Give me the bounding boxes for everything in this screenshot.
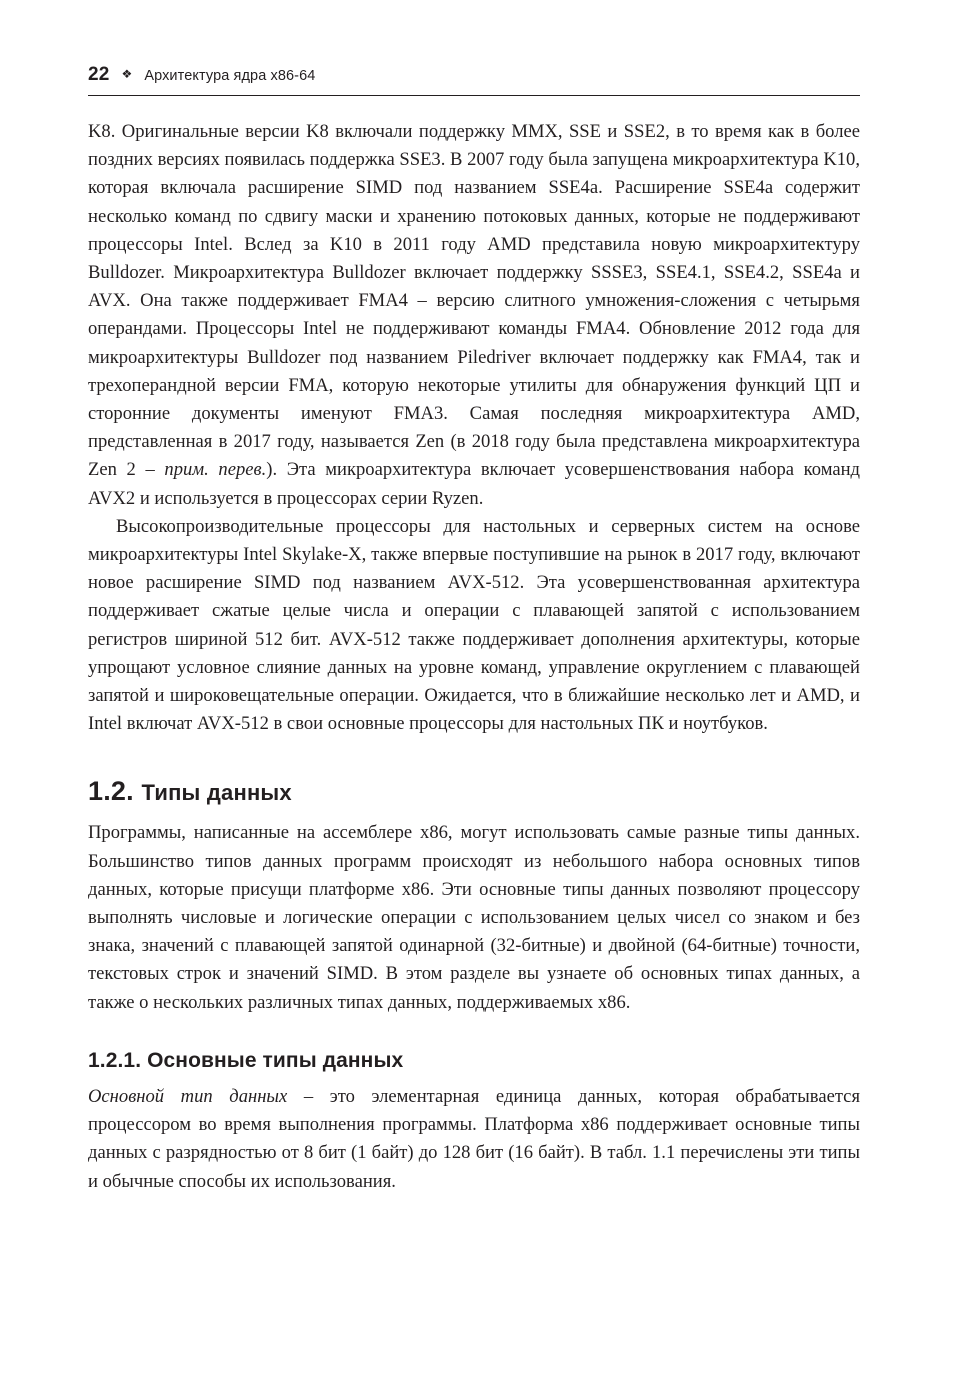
paragraph-1-tail: ). Эта микроархитектура включает усовершенствования набора команд AVX2 и используется в процессорах серии Ryzen. xyxy=(88,459,861,509)
paragraph-3: Программы, написанные на ассемблере x86, могут использовать самые разные типы данных. Большинство типов данных программ происходят из небольшого набора основных типов данных, которые присущи платформе x86. Эти основные типы данных позволяют процессору выполнять числовые и логические операции с использованием целых чисел со знаком и без знака, значений с плавающей запятой одинарной (32-битные) и двойной (64-битные) точности, текстовых строк и значений SIMD. В этом разделе вы узнаете об основных типах данных, а также о нескольких различных типах данных, поддерживаемых x86. xyxy=(88,822,860,1013)
page-number: 22 xyxy=(88,64,110,85)
running-head-title: Архитектура ядра x86-64 xyxy=(144,68,316,84)
subsection-heading: 1.2.1. Основные типы данных xyxy=(88,1048,404,1072)
paragraph-4-term: Основной тип данных xyxy=(88,1085,288,1107)
paragraph-1-italic-note: прим. перев. xyxy=(164,459,267,481)
diamond-ornament-icon: ❖ xyxy=(121,67,133,81)
paragraph-4 xyxy=(88,1083,860,1196)
paragraph-2: Высокопроизводительные процессоры для настольных и серверных систем на основе микроархитектуры Intel Skylake-X, также впервые поступившие на рынок в 2017 году, включают новое расширение SIMD под названием AVX-512. Эта усовершенствованная архитектура поддерживает сжатые целые числа и операции с плавающей запятой с использованием регистров шириной 512 бит. AVX-512 также поддерживает дополнения архитектуры, которые упрощают условное слияние данных на уровне команд, управление округлением с плавающей запятой и широковещательные операции. Ожидается, что в ближайшие несколько лет и AMD, и Intel включат AVX-512 в свои основные процессоры для настольных ПК и ноутбуков. xyxy=(88,515,860,735)
paragraph-continuation xyxy=(88,118,860,513)
page-content xyxy=(88,64,860,1196)
section-number: 1.2. xyxy=(88,776,134,807)
running-head xyxy=(88,64,860,95)
paragraph-1-text: K8. Оригинальные версии K8 включали поддержку MMX, SSE и SSE2, в то время как в более поздних версиях появилась поддержка SSE3. В 2007 году была запущена микроархитектура K10, которая включала расширение SIMD под названием SSE4a. Расширение SSE4a содержит несколько команд по сдвигу маски и хранению потоковых данных, которые не поддерживают процессоры Intel. Вслед за K10 в 2011 году AMD представила новую микроархитектуру Bulldozer. Микроархитектура Bulldozer включает поддержку SSSE3, SSE4.1, SSE4.2, SSE4a и AVX. Она также поддерживает FMA4 – версию слитного умножения-сложения с четырьмя операндами. Процессоры Intel не поддерживают команды FMA4. Обновление 2012 года для микроархитектуры Bulldozer под названием Piledriver включает поддержку как FMA4, так и трехоперандной версии FMA, которую некоторые утилиты для обнаружения функций ЦП и сторонние документы именуют FMA3. Самая последняя микроархитектура AMD, представленная в 2017 году, называется Zen (в 2018 году была представлена микроархитектура Zen 2 – xyxy=(88,121,860,481)
header-rule xyxy=(88,95,860,96)
section-heading xyxy=(88,776,860,807)
section-title: Типы данных xyxy=(141,780,292,806)
paragraph-4-text: – это элементарная единица данных, которая обрабатывается процессором во время выполнения программы. Платформа x86 поддерживает основные типы данных с разрядностью от 8 бит (1 байт) до 128 бит (16 байт). В табл. 1.1 перечислены эти типы и обычные способы их использования. xyxy=(88,1085,860,1192)
